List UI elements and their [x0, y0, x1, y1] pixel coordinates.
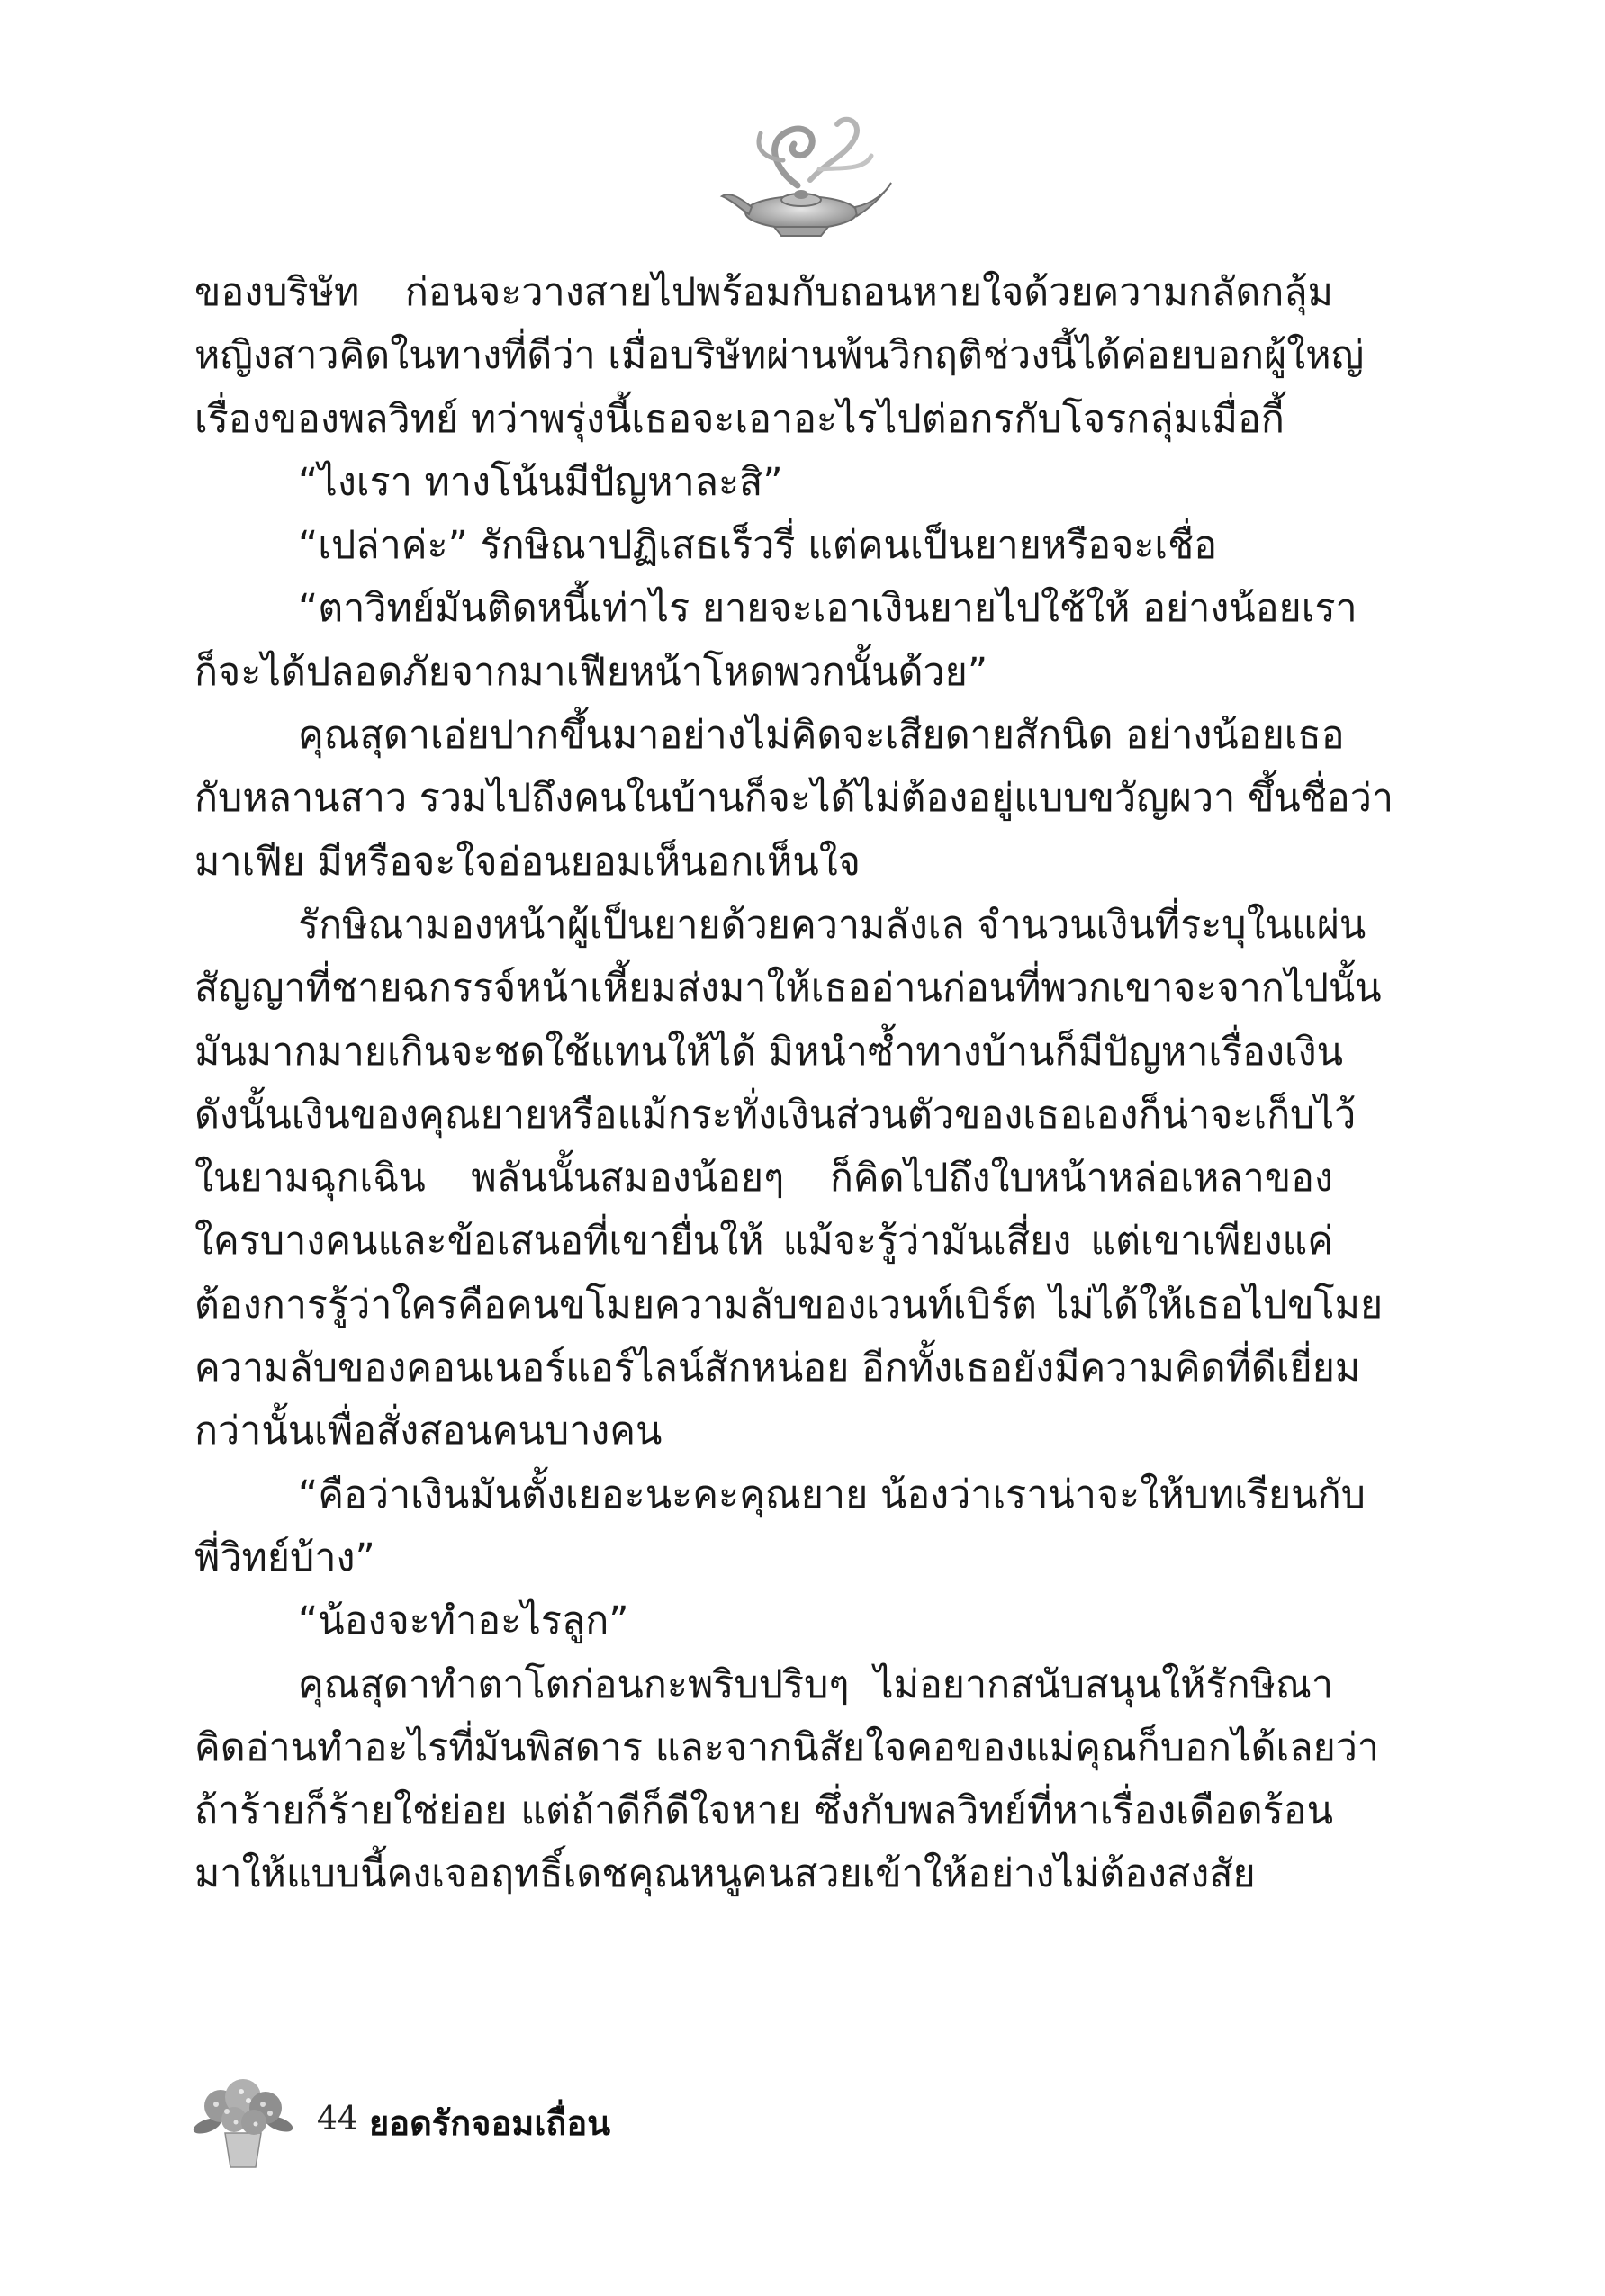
text-line: “เปล่าค่ะ” รักษิณาปฏิเสธเร็วรี่ แต่คนเป็นยายหรือจะเชื่อ [298, 523, 1218, 569]
text-line: ของบริษัท ก่อนจะวางสายไปพร้อมกับถอนหายใจด้วยความกลัดกลุ้ม [194, 270, 1333, 315]
text-line: กับหลานสาว รวมไปถึงคนในบ้านก็จะได้ไม่ต้องอยู่แบบขวัญผวา ขึ้นชื่อว่า [194, 776, 1394, 822]
text-line: ดังนั้นเงินของคุณยายหรือแม้กระทั่งเงินส่วนตัวของเธอเองก็น่าจะเก็บไว้ [194, 1092, 1357, 1138]
body-text [194, 261, 1394, 2052]
text-line: พี่วิทย์บ้าง” [194, 1535, 375, 1580]
text-line: มาเฟีย มีหรือจะใจอ่อนยอมเห็นอกเห็นใจ [194, 839, 861, 885]
text-line: “คือว่าเงินมันตั้งเยอะนะคะคุณยาย น้องว่าเราน่าจะให้บทเรียนกับ [298, 1472, 1366, 1517]
genie-lamp-icon [711, 106, 900, 241]
text-line: มาให้แบบนี้คงเจอฤทธิ์เดชคุณหนูคนสวยเข้าให้อย่างไม่ต้องสงสัย [194, 1851, 1256, 1897]
text-line: คุณสุดาทำตาโตก่อนกะพริบปริบๆ ไม่อยากสนับสนุนให้รักษิณา [298, 1661, 1333, 1707]
page-number: 44 [317, 2101, 358, 2138]
book-title: ยอดรักจอมเถื่อน [369, 2103, 611, 2143]
text-line: คิดอ่านทำอะไรที่มันพิสดาร และจากนิสัยใจคอของแม่คุณก็บอกได้เลยว่า [194, 1724, 1380, 1770]
text-line: “ไงเรา ทางโน้นมีปัญหาละสิ” [298, 459, 783, 505]
page-footer [189, 2070, 819, 2169]
text-line: ต้องการรู้ว่าใครคือคนขโมยความลับของเวนท์เบิร์ต ไม่ได้ให้เธอไปขโมย [194, 1282, 1384, 1328]
text-line: คุณสุดาเอ่ยปากขึ้นมาอย่างไม่คิดจะเสียดายสักนิด อย่างน้อยเธอ [298, 713, 1345, 759]
text-line: หญิงสาวคิดในทางที่ดีว่า เมื่อบริษัทผ่านพ้นวิกฤติช่วงนี้ได้ค่อยบอกผู้ใหญ่ [194, 333, 1365, 379]
text-line: “ตาวิทย์มันติดหนี้เท่าไร ยายจะเอาเงินยายไปใช้ให้ อย่างน้อยเรา [298, 586, 1357, 632]
text-line: รักษิณามองหน้าผู้เป็นยายด้วยความลังเล จำนวนเงินที่ระบุในแผ่น [298, 902, 1366, 948]
text-line: มันมากมายเกินจะชดใช้แทนให้ได้ มิหนำซ้ำทางบ้านก็มีปัญหาเรื่องเงิน [194, 1029, 1344, 1075]
text-line: ใครบางคนและข้อเสนอที่เขายื่นให้ แม้จะรู้ว่ามันเสี่ยง แต่เขาเพียงแค่ [194, 1219, 1333, 1265]
text-line: ในยามฉุกเฉิน พลันนั้นสมองน้อยๆ ก็คิดไปถึงใบหน้าหล่อเหลาของ [194, 1156, 1333, 1202]
text-line: ความลับของคอนเนอร์แอร์ไลน์สักหน่อย อีกทั้งเธอยังมีความคิดที่ดีเยี่ยม [194, 1346, 1361, 1391]
text-line: กว่านั้นเพื่อสั่งสอนคนบางคน [194, 1409, 663, 1454]
text-line: ถ้าร้ายก็ร้ายใช่ย่อย แต่ถ้าดีก็ดีใจหาย ซึ่งกับพลวิทย์ที่หาเรื่องเดือดร้อน [194, 1788, 1333, 1834]
text-line: ก็จะได้ปลอดภัยจากมาเฟียหน้าโหดพวกนั้นด้วย” [194, 649, 988, 695]
text-line: “น้องจะทำอะไรลูก” [298, 1598, 629, 1644]
flower-bouquet-icon [189, 2070, 297, 2169]
text-line: เรื่องของพลวิทย์ ทว่าพรุ่งนี้เธอจะเอาอะไรไปต่อกรกับโจรกลุ่มเมื่อกี้ [194, 396, 1285, 442]
text-line: สัญญาที่ชายฉกรรจ์หน้าเหี้ยมส่งมาให้เธออ่านก่อนที่พวกเขาจะจากไปนั้น [194, 966, 1382, 1012]
